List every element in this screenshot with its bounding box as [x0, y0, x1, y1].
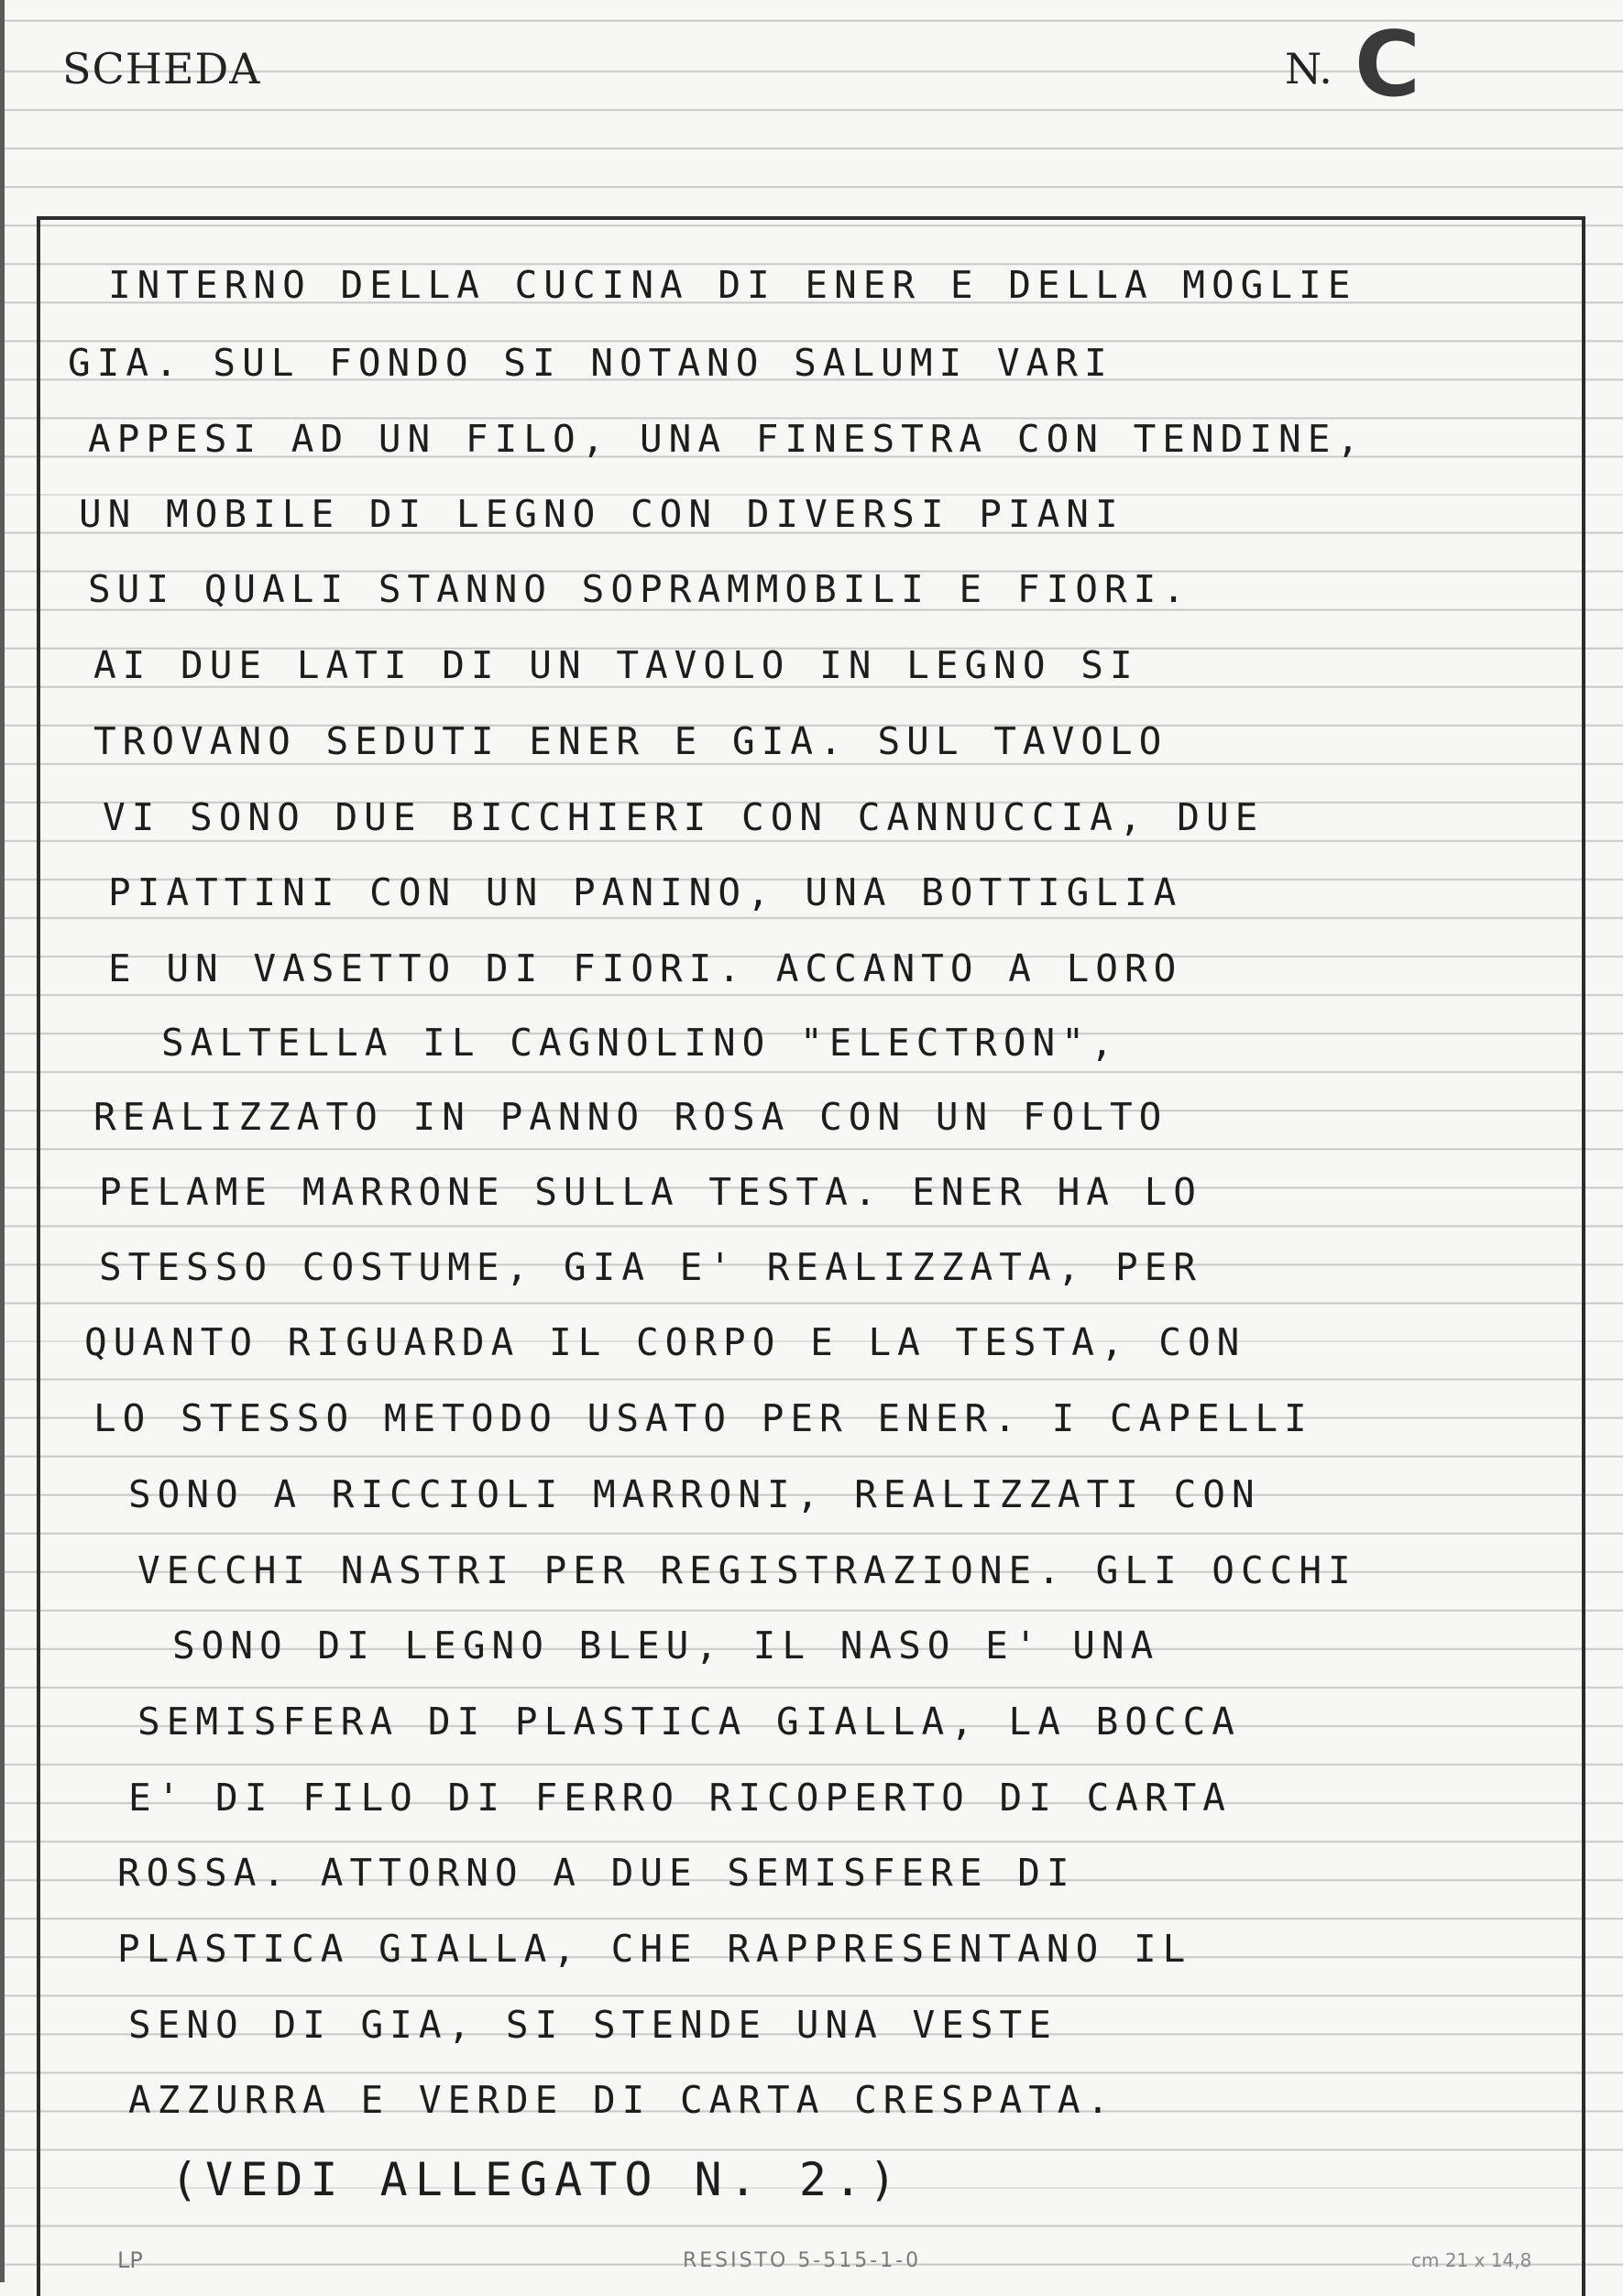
text-line: SEMISFERA DI PLASTICA GIALLA, LA BOCCA [137, 1700, 1241, 1744]
text-line: SONO DI LEGNO BLEU, IL NASO E' UNA [172, 1624, 1160, 1667]
text-line: SONO A RICCIOLI MARRONI, REALIZZATI CON [128, 1472, 1261, 1516]
text-line: REALIZZATO IN PANNO ROSA CON UN FOLTO [93, 1095, 1168, 1139]
text-line: SALTELLA IL CAGNOLINO "ELECTRON", [161, 1021, 1120, 1065]
text-line: AZZURRA E VERDE DI CARTA CRESPATA. [128, 2078, 1116, 2122]
text-line: SENO DI GIA, SI STENDE UNA VESTE [128, 2003, 1058, 2047]
text-line: GIA. SUL FONDO SI NOTANO SALUMI VARI [68, 341, 1113, 385]
text-line: PIATTINI CON UN PANINO, UNA BOTTIGLIA [108, 870, 1183, 914]
text-line: STESSO COSTUME, GIA E' REALIZZATA, PER [99, 1245, 1202, 1289]
text-line: UN MOBILE DI LEGNO CON DIVERSI PIANI [79, 492, 1124, 536]
card-number-label: N. [1285, 44, 1332, 93]
text-line: E UN VASETTO DI FIORI. ACCANTO A LORO [108, 946, 1183, 990]
text-line: VI SONO DUE BICCHIERI CON CANNUCCIA, DUE [103, 795, 1265, 839]
card-edge [0, 0, 5, 2282]
text-line: TROVANO SEDUTI ENER E GIA. SUL TAVOLO [93, 719, 1168, 763]
printer-logo-mark: LP [117, 2247, 143, 2273]
card-size: cm 21 x 14,8 [1411, 2249, 1532, 2271]
text-line: VECCHI NASTRI PER REGISTRAZIONE. GLI OCCHI [137, 1548, 1357, 1592]
card-number-value: C [1354, 13, 1420, 117]
text-line: E' DI FILO DI FERRO RICOPERTO DI CARTA [128, 1776, 1232, 1820]
text-line: INTERNO DELLA CUCINA DI ENER E DELLA MOGLIE [108, 263, 1357, 307]
form-code: RESISTO 5-515-1-0 [683, 2249, 922, 2272]
text-line: PELAME MARRONE SULLA TESTA. ENER HA LO [99, 1170, 1202, 1214]
text-line: AI DUE LATI DI UN TAVOLO IN LEGNO SI [93, 643, 1139, 687]
text-line: LO STESSO METODO USATO PER ENER. I CAPELLI [93, 1396, 1313, 1440]
text-line-attachment-note: (VEDI ALLEGATO N. 2.) [170, 2153, 905, 2206]
text-line: SUI QUALI STANNO SOPRAMMOBILI E FIORI. [88, 567, 1191, 611]
card-title: SCHEDA [62, 44, 261, 93]
text-line: ROSSA. ATTORNO A DUE SEMISFERE DI [117, 1851, 1076, 1895]
text-line: APPESI AD UN FILO, UNA FINESTRA CON TENDINE, [88, 417, 1366, 461]
text-line: PLASTICA GIALLA, CHE RAPPRESENTANO IL [117, 1927, 1192, 1971]
text-line: QUANTO RIGUARDA IL CORPO E LA TESTA, CON [84, 1320, 1246, 1364]
